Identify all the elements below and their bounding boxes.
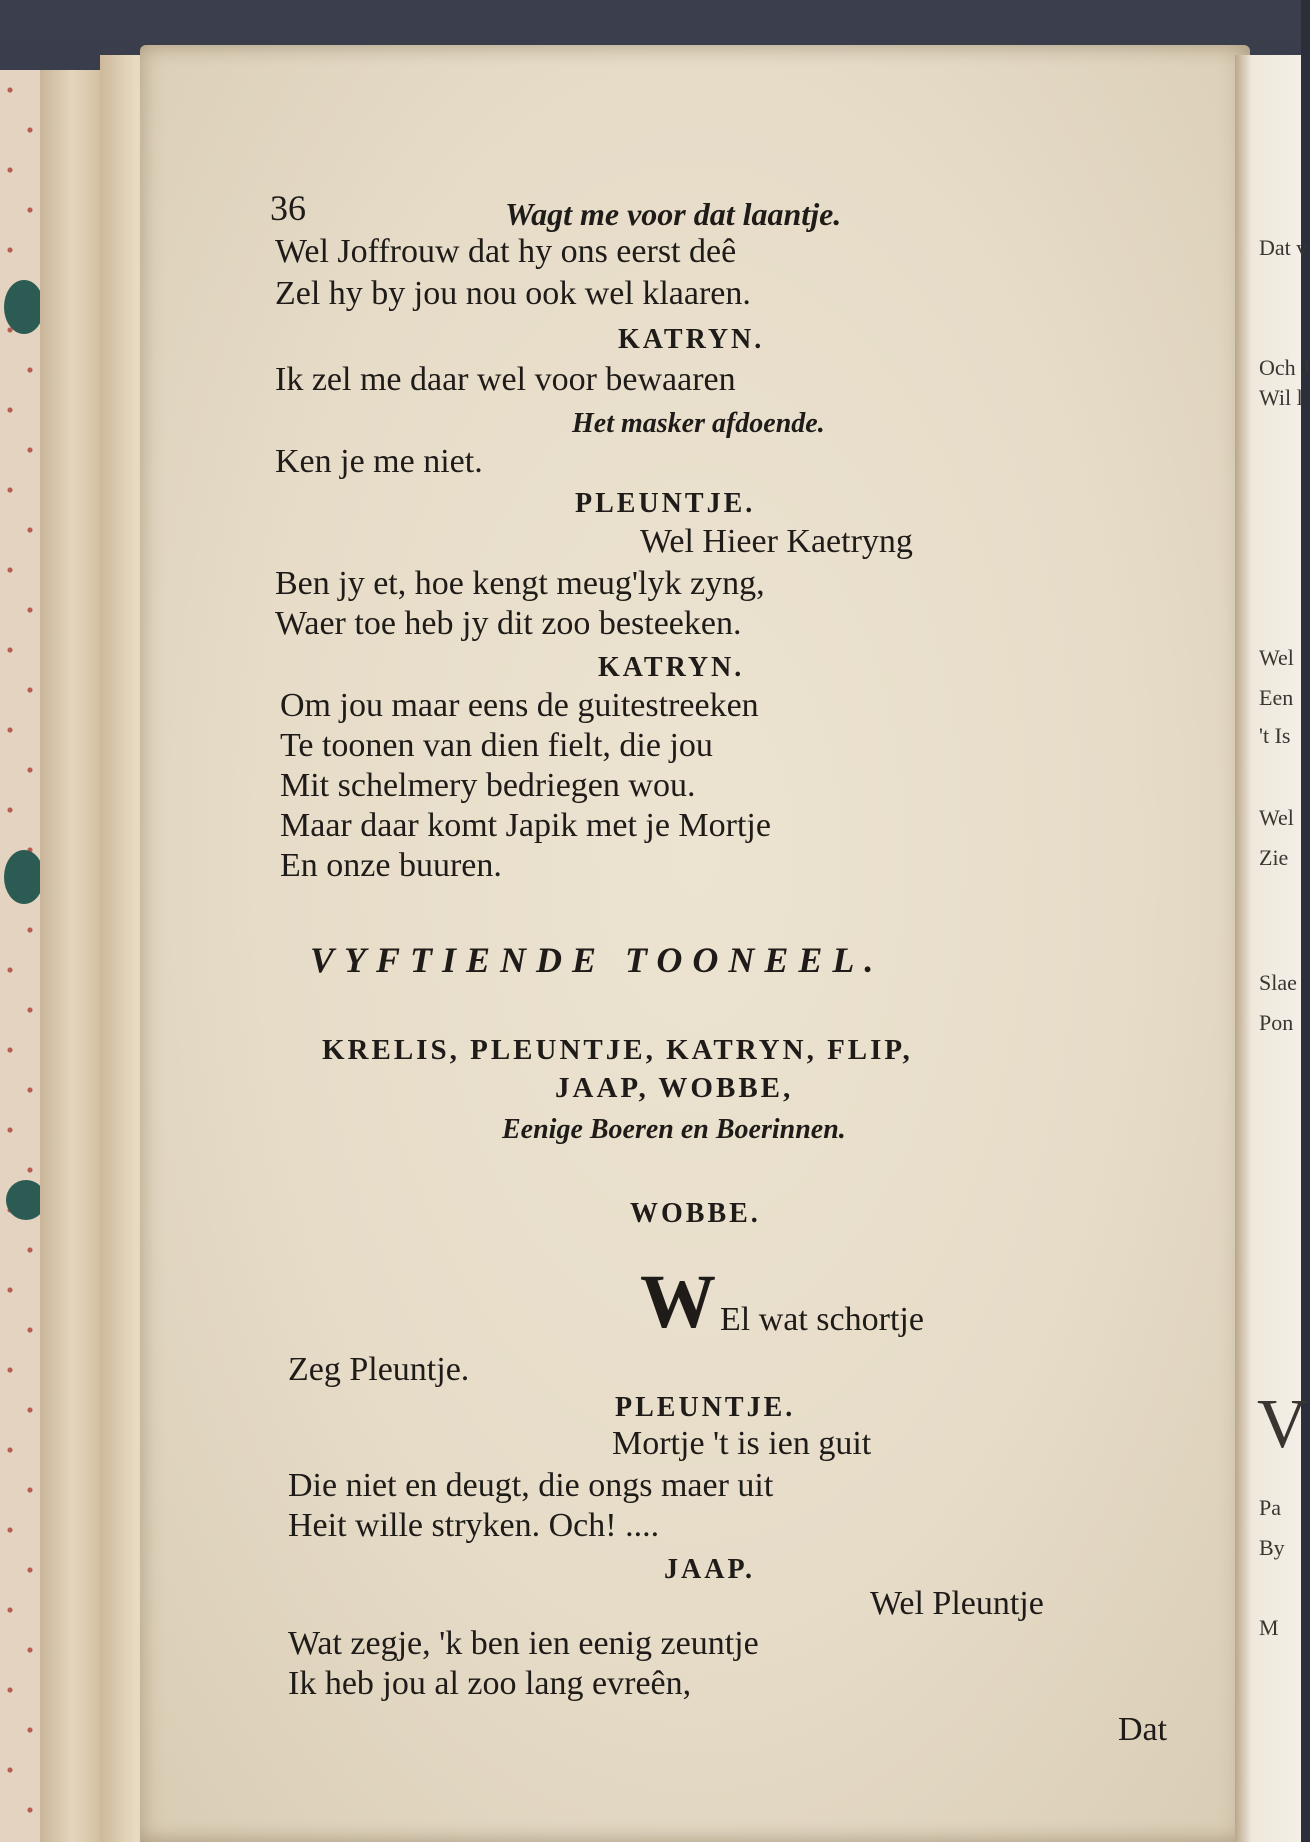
speaker-name: WOBBE. bbox=[630, 1198, 761, 1229]
catchword: Dat bbox=[1118, 1711, 1168, 1748]
right-fragment: Och J bbox=[1259, 355, 1310, 380]
running-title: Wagt me voor dat laantje. bbox=[505, 196, 842, 232]
cast-list: KRELIS, PLEUNTJE, KATRYN, FLIP, bbox=[322, 1034, 913, 1066]
verse-line: El wat schortje bbox=[720, 1301, 924, 1338]
cast-extras: Eenige Boeren en Boerinnen. bbox=[502, 1114, 846, 1145]
verse-line: Mit schelmery bedriegen wou. bbox=[280, 767, 696, 804]
right-fragment: By bbox=[1259, 1535, 1285, 1560]
stage-direction: Het masker afdoende. bbox=[572, 408, 825, 439]
right-fragment: Pa bbox=[1259, 1495, 1281, 1520]
verse-line: Waer toe heb jy dit zoo besteeken. bbox=[275, 605, 742, 642]
right-fragment: 't Is bbox=[1259, 723, 1291, 748]
verse-line: Wel Joffrouw dat hy ons eerst deê bbox=[275, 233, 737, 270]
verse-line: Te toonen van dien fielt, die jou bbox=[280, 727, 713, 764]
speaker-name: PLEUNTJE. bbox=[615, 1392, 796, 1423]
verse-line: Wel Pleuntje bbox=[870, 1585, 1044, 1622]
speaker-name: KATRYN. bbox=[598, 652, 745, 683]
verse-line: Ik zel me daar wel voor bewaaren bbox=[275, 361, 736, 398]
verse-line: En onze buuren. bbox=[280, 847, 502, 884]
verse-line: Die niet en deugt, die ongs maer uit bbox=[288, 1467, 774, 1504]
page-number: 36 bbox=[270, 188, 306, 228]
right-fragment: M bbox=[1259, 1615, 1279, 1640]
verse-line: Zel hy by jou nou ook wel klaaren. bbox=[275, 275, 751, 312]
verse-line: Ben jy et, hoe kengt meug'lyk zyng, bbox=[275, 565, 765, 602]
verse-line: Mortje 't is ien guit bbox=[612, 1425, 872, 1462]
verse-line: Wat zegje, 'k ben ien eenig zeuntje bbox=[288, 1625, 759, 1662]
verse-line: Wel Hieer Kaetryng bbox=[640, 523, 913, 560]
right-fragment: Wel bbox=[1259, 805, 1294, 830]
scene-heading: VYFTIENDE TOONEEL. bbox=[310, 940, 884, 980]
verse-line: Maar daar komt Japik met je Mortje bbox=[280, 807, 771, 844]
drop-capital: W bbox=[640, 1260, 716, 1344]
verse-line: Om jou maar eens de guitestreeken bbox=[280, 687, 759, 724]
right-fragment: Zie bbox=[1259, 845, 1289, 870]
verse-line: Ik heb jou al zoo lang evreên, bbox=[288, 1665, 692, 1702]
right-fragment: Pon bbox=[1259, 1010, 1294, 1035]
speaker-name: JAAP. bbox=[664, 1554, 755, 1585]
cast-list: JAAP, WOBBE, bbox=[555, 1072, 794, 1104]
verse-line: Heit wille stryken. Och! .... bbox=[288, 1507, 660, 1544]
right-fragment: Dat v bbox=[1259, 235, 1308, 260]
verse-line: Zeg Pleuntje. bbox=[288, 1351, 470, 1388]
right-fragment: Slae bbox=[1259, 970, 1297, 995]
speaker-name: KATRYN. bbox=[618, 324, 765, 355]
right-dropcap: V bbox=[1257, 1386, 1308, 1463]
speaker-name: PLEUNTJE. bbox=[575, 488, 756, 519]
verse-line: Ken je me niet. bbox=[275, 443, 483, 480]
right-fragment: Een bbox=[1259, 685, 1294, 710]
right-fragment: Wil l bbox=[1259, 385, 1303, 410]
right-fragment: Wel bbox=[1259, 645, 1294, 670]
